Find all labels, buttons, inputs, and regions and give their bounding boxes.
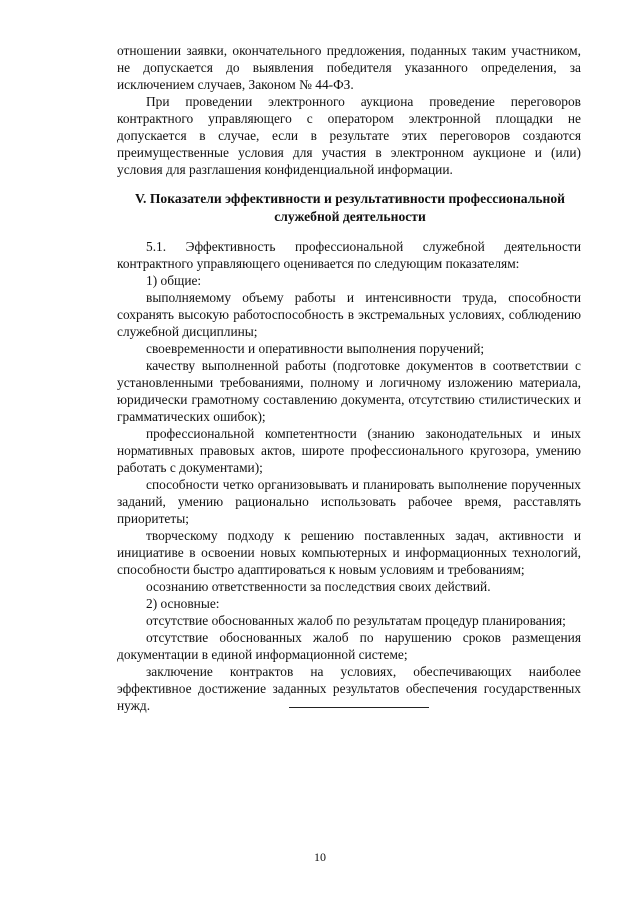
page-number: 10 xyxy=(314,850,326,864)
list-heading-general: 1) общие: xyxy=(146,273,202,288)
section-heading: V. Показатели эффективности и результативности профессиональной служебной деятельности xyxy=(134,191,565,224)
list-item-timeliness: своевременности и оперативности выполнения поручений; xyxy=(146,341,485,356)
paragraph-auction-negotiations: При проведении электронного аукциона проведение переговоров контрактного управляющего с оператором электронной площадки не допускается в случае, если в результате этих переговоров создаются преимущественные условия для участия в электронном аукционе и (или) условия для разглашения конфиденциальной информации. xyxy=(117,94,581,177)
list-item-organization: способности четко организовывать и планировать выполнение порученных заданий, умению рационально использовать рабочее время, расставлять приоритеты; xyxy=(117,477,581,526)
closing-divider xyxy=(289,707,429,708)
list-item-contracts: заключение контрактов на условиях, обеспечивающих наиболее эффективное достижение заданных результатов обеспечения государственных нужд. xyxy=(117,664,581,713)
list-item-no-complaints-planning: отсутствие обоснованных жалоб по результатам процедур планирования; xyxy=(146,613,566,628)
paragraph-negotiation-restriction: отношении заявки, окончательного предложения, поданных таким участником, не допускается до выявления победителя указанного определения, за исключением случаев, Законом № 44-ФЗ. xyxy=(117,43,581,92)
paragraph-5-1: 5.1. Эффективность профессиональной служебной деятельности контрактного управляющего оценивается по следующим показателям: xyxy=(117,239,581,271)
list-heading-main: 2) основные: xyxy=(146,596,220,611)
list-item-responsibility: осознанию ответственности за последствия своих действий. xyxy=(146,579,491,594)
list-item-quality: качеству выполненной работы (подготовке документов в соответствии с установленными требованиями, полному и логичному изложению материала, юридически грамотному составлению документа, отсутствию стилистических и грамматических ошибок); xyxy=(117,358,581,424)
list-item-competence: профессиональной компетентности (знанию законодательных и иных нормативных правовых актов, широте профессионального кругозора, умению работать с документами); xyxy=(117,426,581,475)
list-item-creativity: творческому подходу к решению поставленных задач, активности и инициативе в освоении новых компьютерных и информационных технологий, способности быстро адаптироваться к новым условиям и требованиям; xyxy=(117,528,581,577)
section-heading-block xyxy=(130,190,570,226)
list-item-no-complaints-deadlines: отсутствие обоснованных жалоб по нарушению сроков размещения документации в единой информационной системе; xyxy=(117,630,581,662)
list-item-workload: выполняемому объему работы и интенсивности труда, способности сохранять высокую работоспособность в экстремальных условиях, соблюдению служебной дисциплины; xyxy=(117,290,581,339)
text-block-main xyxy=(117,238,581,714)
text-block-top xyxy=(117,42,581,178)
